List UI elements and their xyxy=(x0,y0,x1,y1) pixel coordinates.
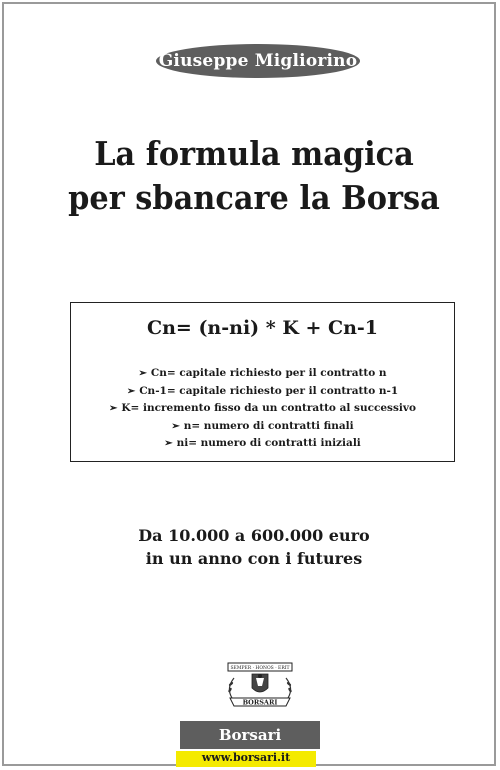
author-name: Giuseppe Migliorino xyxy=(156,44,360,78)
arrow-bullet-icon: ➢ xyxy=(164,438,173,450)
publisher-name: Borsari xyxy=(180,721,320,749)
formula: Cn= (n-ni) * K + Cn-1 xyxy=(146,317,379,339)
definition-item: ➢ n= numero di contratti finali xyxy=(171,419,354,432)
arrow-bullet-icon: ➢ xyxy=(126,385,136,397)
borsari-crest-icon xyxy=(222,662,298,708)
arrow-bullet-icon: ➢ xyxy=(171,420,180,432)
website-link[interactable]: www.borsari.it xyxy=(176,751,316,767)
subtitle xyxy=(4,524,500,570)
formula-box xyxy=(70,302,455,462)
definition-item: ➢ Cn-1= capitale richiesto per il contratto n-1 xyxy=(126,384,399,397)
definition-list xyxy=(71,365,454,453)
book-cover xyxy=(2,2,496,766)
arrow-bullet-icon: ➢ xyxy=(109,403,118,415)
definition-item: ➢ Cn= capitale richiesto per il contratto n xyxy=(138,367,387,379)
book-title xyxy=(24,132,484,220)
definition-item: ➢ K= incremento fisso da un contratto al successivo xyxy=(109,402,416,415)
title-line-1: La formula magica xyxy=(94,134,414,173)
crest-banner-text: SEMPER · HONOS · ERIT xyxy=(230,666,290,672)
subtitle-line-1: Da 10.000 a 600.000 euro xyxy=(138,526,370,545)
subtitle-line-2: in un anno con i futures xyxy=(145,549,363,568)
title-line-2: per sbancare la Borsa xyxy=(68,178,440,217)
crest-label: BORSARI xyxy=(242,698,278,707)
arrow-bullet-icon: ➢ xyxy=(138,368,147,379)
definition-item: ➢ ni= numero di contratti iniziali xyxy=(164,437,361,450)
